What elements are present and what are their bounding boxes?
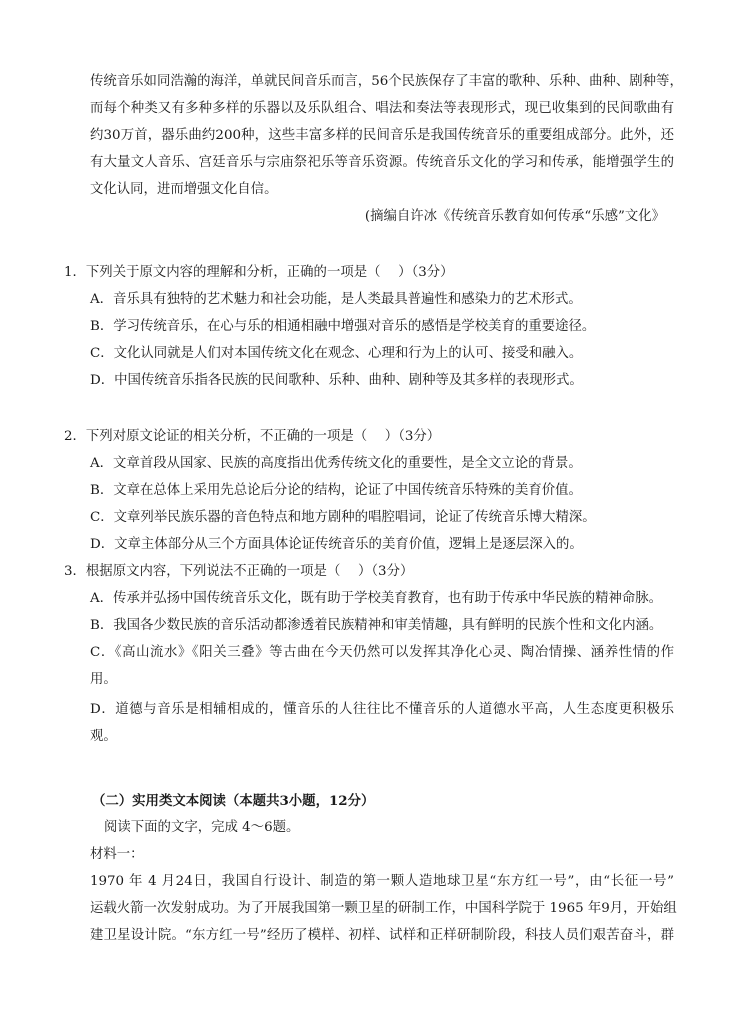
passage-source: (摘编自许冰《传统音乐教育如何传承“乐感”文化》 xyxy=(364,209,665,224)
material-line-1: 1970 年 4 月24日，我国自行设计、制造的第一颗人造地球卫星“东方红一号”，由“长征一号” xyxy=(90,874,674,889)
section-heading: （二）实用类文本阅读（本题共3小题，12分） xyxy=(92,793,375,809)
question-2-option-c: C．文章列举民族乐器的音色特点和地方剧种的唱腔唱词，论证了传统音乐博大精深。 xyxy=(90,510,596,525)
question-3-stem: 3．根据原文内容，下列说法不正确的一项是（ ）（3分） xyxy=(64,564,414,579)
question-2-option-d: D．文章主体部分从三个方面具体论证传统音乐的美育价值，逻辑上是逐层深入的。 xyxy=(90,537,583,552)
question-3-option-d-line-2: 观。 xyxy=(90,729,117,744)
passage-line-4: 有大量文人音乐、宫廷音乐与宗庙祭祀乐等音乐资源。传统音乐文化的学习和传承，能增强学生的 xyxy=(90,155,674,170)
question-3-option-d-line-1: D．道德与音乐是相辅相成的，懂音乐的人往往比不懂音乐的人道德水平高，人生态度更积极乐 xyxy=(90,702,674,717)
material-line-3: 建卫星设计院。“东方红一号”经历了模样、初样、试样和正样研制阶段，科技人员们艰苦奋斗，群 xyxy=(90,928,674,943)
question-3-option-c-line-1: C．《高山流水》《阳关三叠》等古曲在今天仍然可以发挥其净化心灵、陶冶情操、涵养性情的作 xyxy=(90,645,674,660)
material-line-2: 运载火箭一次发射成功。为了开展我国第一颗卫星的研制工作，中国科学院于 1965 年9月，开始组 xyxy=(90,901,677,916)
material-label: 材料一： xyxy=(90,847,144,862)
question-3-option-c-line-2: 用。 xyxy=(90,672,117,687)
question-1-option-c: C．文化认同就是人们对本国传统文化在观念、心理和行为上的认可、接受和融入。 xyxy=(90,346,583,361)
question-1-option-a: A．音乐具有独特的艺术魅力和社会功能，是人类最具普遍性和感染力的艺术形式。 xyxy=(90,292,582,307)
passage-line-1: 传统音乐如同浩瀚的海洋，单就民间音乐而言，56个民族保存了丰富的歌种、乐种、曲种、剧种等， xyxy=(90,74,683,89)
question-3-option-a: A．传承并弘扬中国传统音乐文化，既有助于学校美育教育，也有助于传承中华民族的精神命脉。 xyxy=(90,591,663,606)
passage-line-5: 文化认同，进而增强文化自信。 xyxy=(90,182,278,197)
question-1-option-b: B．学习传统音乐，在心与乐的相通相融中增强对音乐的感悟是学校美育的重要途径。 xyxy=(90,319,596,334)
question-2-stem: 2．下列对原文论证的相关分析，不正确的一项是（ ）（3分） xyxy=(64,429,441,444)
question-2-option-b: B．文章在总体上采用先总论后分论的结构，论证了中国传统音乐特殊的美育价值。 xyxy=(90,483,582,498)
question-1-option-d: D．中国传统音乐指各民族的民间歌种、乐种、曲种、剧种等及其多样的表现形式。 xyxy=(90,373,583,388)
question-1-stem: 1．下列关于原文内容的理解和分析，正确的一项是（ ）（3分） xyxy=(64,265,454,280)
passage-line-3: 约30万首，器乐曲约200种，这些丰富多样的民间音乐是我国传统音乐的重要组成部分。此外，还 xyxy=(90,128,674,143)
question-3-option-b: B．我国各少数民族的音乐活动都渗透着民族精神和审美情趣，具有鲜明的民族个性和文化内涵。 xyxy=(90,618,663,633)
question-2-option-a: A．文章首段从国家、民族的高度指出优秀传统文化的重要性，是全文立论的背景。 xyxy=(90,456,582,471)
section-instruction: 阅读下面的文字，完成 4～6题。 xyxy=(104,820,300,835)
passage-line-2: 而每个种类又有多种多样的乐器以及乐队组合、唱法和奏法等表现形式，现已收集到的民间歌曲有 xyxy=(90,101,674,116)
